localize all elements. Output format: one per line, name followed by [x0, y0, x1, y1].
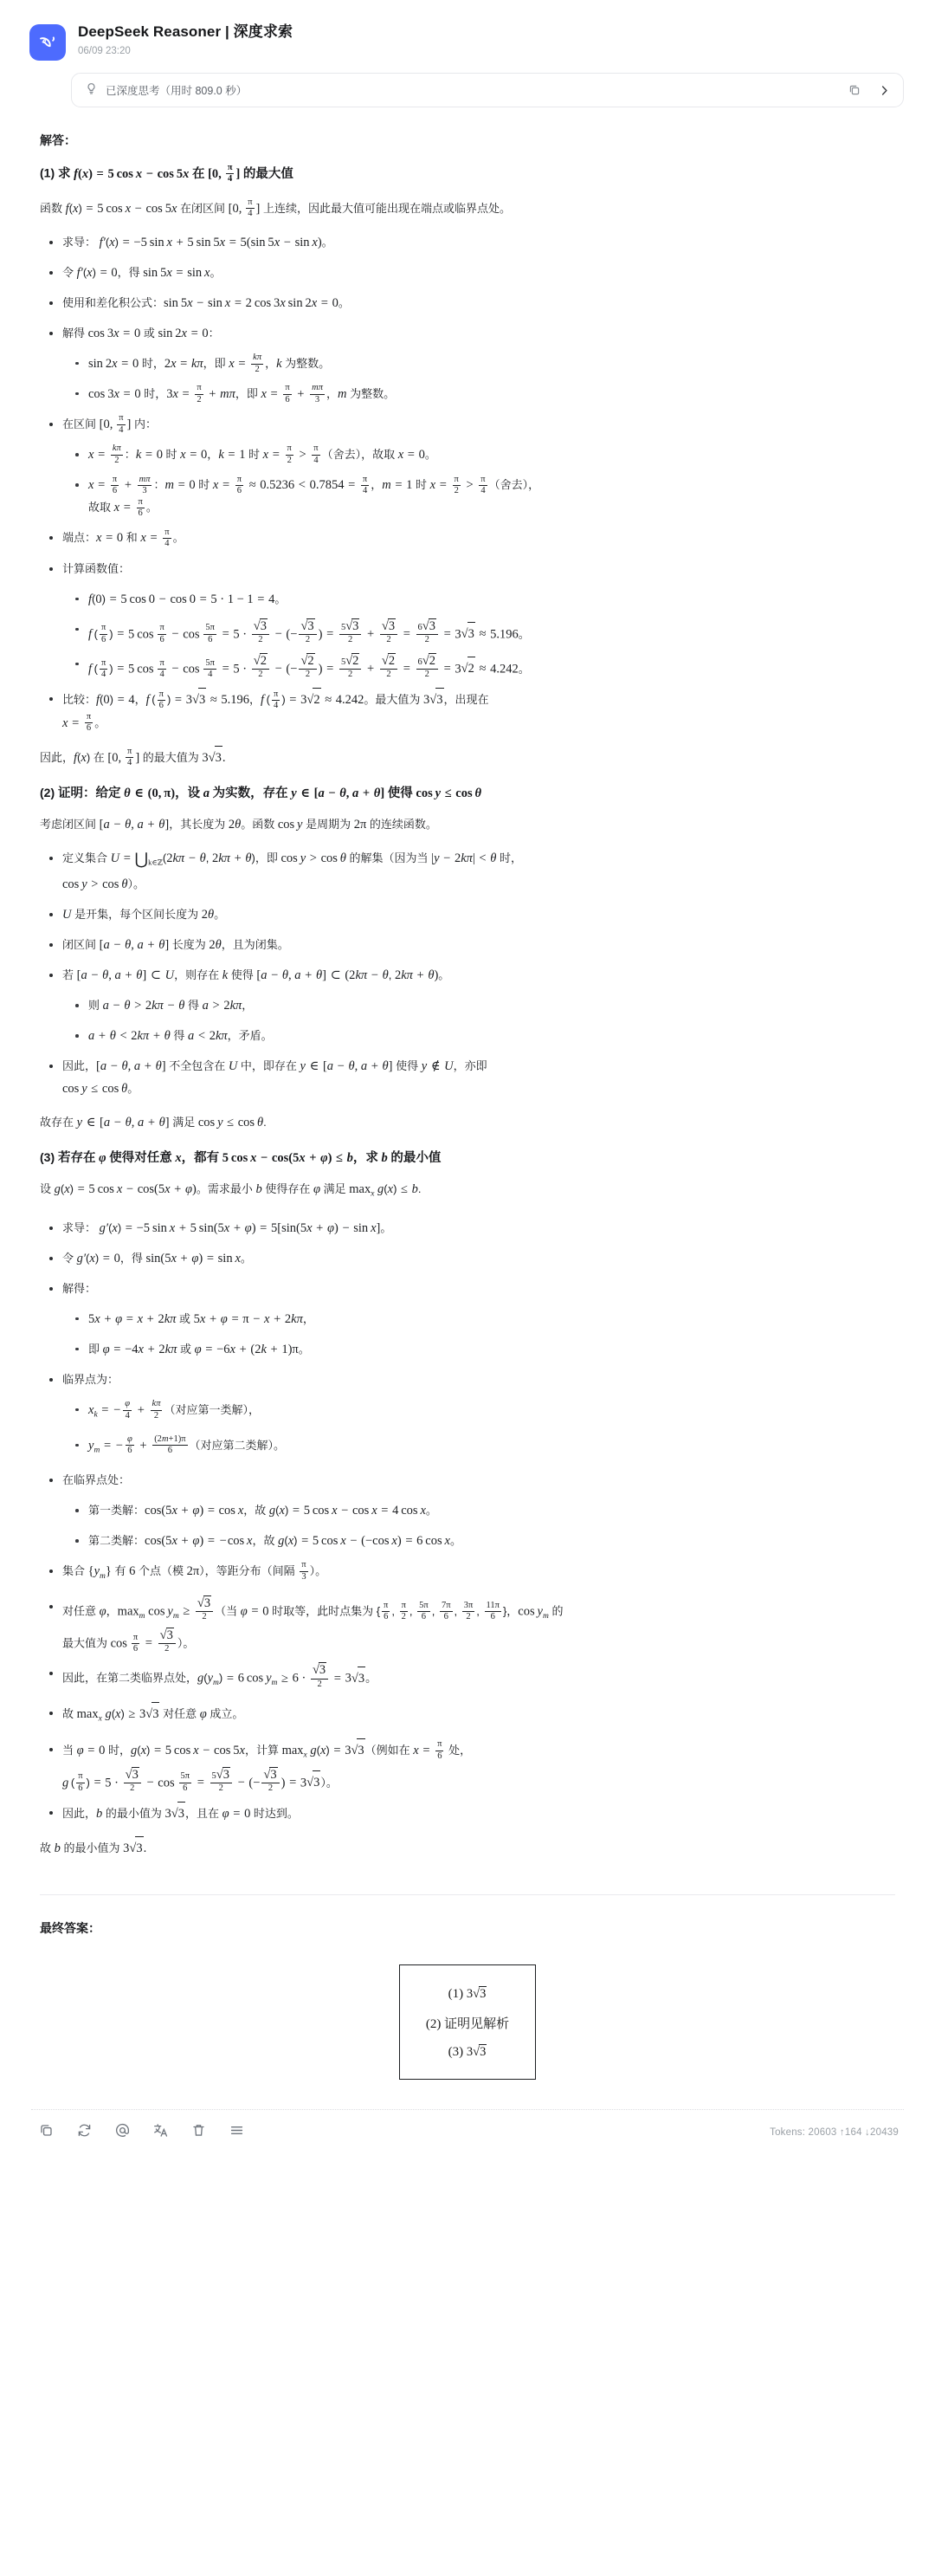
menu-icon[interactable] [229, 2122, 245, 2143]
q1-sub-steps-b [62, 443, 904, 519]
list-item: 若 [a − θ, a + θ] ⊂ U，则存在 k 使得 [a − θ, a + θ] ⊂ (2kπ − θ, 2kπ + θ)。 则 a − θ > 2kπ − θ 得 a > 2kπ， a + θ < 2kπ + θ 得 a < 2kπ，矛盾。 [62, 964, 904, 1047]
list-item: 令 f′(x) = 0，得 sin 5x = sin x。 [62, 262, 904, 284]
list-item: 则 a − θ > 2kπ − θ 得 a > 2kπ， [88, 994, 904, 1017]
q3-steps [40, 1217, 904, 1825]
q2-intro: 考虑闭区间 [a − θ, a + θ]，其长度为 2θ。函数 cos y 是周期为 2π 的连续函数。 [40, 817, 437, 832]
message-header [0, 0, 935, 61]
list-item: 故 $\max_x g(x) \ge 3√3$ 对任意 φ 成立。 [62, 1702, 904, 1731]
token-usage: Tokens: 20603 ↑164 ↓20439 [770, 2127, 899, 2139]
list-item: f ( $\frac{\pi}{6}$ ) = 5 cos $\frac{\pi}{6}$ − cos $\frac{5\pi}{6}$ = 5 · $\frac{√3}{2}$ − (− $\frac{√3}{2}$ ) = $\frac{5√3}{2}$ + $\frac{√3}{2}$ = $\frac{6√3}{2}$ = 3√3 ≈ 5.196。 [88, 618, 904, 645]
list-item: 在临界点处： 第一类解：cos(5x + φ) = cos x，故 g(x) = 5 cos x − cos x = 4 cos x。 第二类解：cos(5x + φ) = −cos x，故 g(x) = 5 cos x − (−cos x) = 6 cos x。 [62, 1469, 904, 1552]
list-item: 解得 cos 3x = 0 或 sin 2x = 0： sin 2x = 0 时，2x = kπ，即 x = $\frac{k\pi}{2}$ ，k 为整数。 cos 3x = 0 时，3x = $\frac{\pi}{2}$ + mπ，即 x = $\frac{\pi}{6}$ + $\frac{m\pi}{3}$ ，m 为整数。 [62, 322, 904, 405]
list-item: x = $\frac{\pi}{6}$ + $\frac{m\pi}{3}$ ：m = 0 时 x = $\frac{\pi}{6}$ ≈ 0.5236 < 0.7854 = $\frac{\pi}{4}$ ，m = 1 时 x = $\frac{\pi}{2}$ > $\frac{\pi}{4}$ （舍去）， 故取 x = $\frac{\pi}{6}$ 。 [88, 474, 904, 519]
list-item: 解得： 5x + φ = x + 2kπ 或 5x + φ = π − x + 2kπ， 即 φ = −4x + 2kπ 或 φ = −6x + (2k + 1)π。 [62, 1278, 904, 1361]
chevron-right-icon[interactable] [878, 84, 891, 97]
list-item: 因此，在第二类临界点处，$g(y_m) = 6$ $\cos y_m \ge 6$ · $\frac{√3}{2}$ = 3√3。 [62, 1662, 904, 1694]
question-3-heading: (3) 若存在 φ 使得对任意 x，都有 5 cos x − cos(5x + φ) ≤ b，求 b 的最小值 [40, 1150, 442, 1166]
list-item: 第一类解：cos(5x + φ) = cos x，故 g(x) = 5 cos x − cos x = 4 cos x。 [88, 1499, 904, 1522]
answer-heading: 解答： [40, 133, 76, 147]
delete-icon[interactable] [190, 2122, 207, 2143]
q3-sub-steps-a [62, 1308, 904, 1361]
copy-icon[interactable] [38, 2122, 55, 2143]
thinking-banner-wrapper [0, 61, 935, 107]
q3-number: (3) [40, 1150, 55, 1165]
message-timestamp: 06/09 23:20 [78, 46, 131, 56]
list-item: sin 2x = 0 时，2x = kπ，即 x = $\frac{k\pi}{2}$ ，k 为整数。 [88, 353, 904, 375]
final-answer-1: (1) 3√3 [448, 1987, 487, 2002]
q3-at-critical [62, 1499, 904, 1552]
list-item: 即 φ = −4x + 2kπ 或 φ = −6x + (2k + 1)π。 [88, 1338, 904, 1361]
list-item: 因此，[a − θ, a + θ] 不全包含在 U 中，即存在 y ∈ [a − θ, a + θ] 使得 y ∉ U，亦即 cos y ≤ cos θ。 [62, 1055, 904, 1100]
thinking-actions [848, 83, 891, 97]
thinking-banner[interactable] [71, 73, 904, 107]
list-item: 因此，b 的最小值为 3√3，且在 φ = 0 时达到。 [62, 1802, 904, 1825]
list-item: 定义集合 $U = ⋃_{k\in ℤ}(2k\pi - \theta$, 2kπ + θ)，即 cos y > cos θ 的解集（因为当 |y − 2kπ| < θ 时， cos y > cos θ）。 [62, 847, 904, 896]
answer-body [0, 107, 935, 1860]
q2-steps [40, 847, 904, 1101]
list-item: f(0) = 5 cos 0 − cos 0 = 5 · 1 − 1 = 4。 [88, 588, 904, 611]
list-item: x = $\frac{k\pi}{2}$ ：k = 0 时 x = 0，k = 1 时 x = $\frac{\pi}{2}$ > $\frac{\pi}{4}$ （舍去），故取 x = 0。 [88, 443, 904, 466]
final-answer-box [399, 1964, 536, 2080]
q2-sub-steps [62, 994, 904, 1047]
copy-icon[interactable] [848, 83, 861, 97]
q3-conclusion: 故 b 的最小值为 3√3. [40, 1836, 904, 1860]
list-item: 端点：x = 0 和 x = $\frac{\pi}{4}$ 。 [62, 527, 904, 549]
list-item: 求导： g′(x) = −5 sin x + 5 sin(5x + φ) = 5[sin(5x + φ) − sin x]。 [62, 1217, 904, 1239]
lightbulb-icon [85, 82, 98, 98]
q1-steps [40, 231, 904, 735]
deepseek-whale-logo-icon [29, 24, 66, 61]
list-item: 集合 $\{y_m\}$ 有 6 个点（模 2π），等距分布（间隔 $\frac{\pi}{3}$ ）。 [62, 1560, 904, 1588]
message-footer [0, 2110, 935, 2159]
mention-icon[interactable] [114, 2122, 131, 2143]
list-item: 求导： f′(x) = −5 sin x + 5 sin 5x = 5(sin 5x − sin x)。 [62, 231, 904, 254]
list-item: a + θ < 2kπ + θ 得 a < 2kπ，矛盾。 [88, 1025, 904, 1047]
q1-sub-steps-a [62, 353, 904, 405]
q2-number: (2) [40, 785, 55, 799]
question-2-heading: (2) 证明：给定 θ ∈ (0, π)，设 a 为实数，存在 y ∈ [a − θ, a + θ] 使得 cos y ≤ cos θ [40, 785, 482, 800]
list-item: 闭区间 [a − θ, a + θ] 长度为 2θ，且为闭集。 [62, 934, 904, 956]
list-item: 对任意 φ，$\max_m \cos y_m$ ≥ $\frac{√3}{2}$ （当 φ = 0 时取等，此时点集为 { $\frac{\pi}{6}$ , $\frac{\pi}{2}$ , $\frac{5\pi}{6}$ , $\frac{7\pi}{6}$ , $\frac{3\pi}{2}$ , $\frac{11\pi}{6}$ }，$\cos y_m$ 的 最大值为 cos $\frac{\pi}{6}$ = $\frac{√3}{2}$ ）。 [62, 1595, 904, 1654]
list-item: $y_m$ = − $\frac{\varphi}{6}$ + $\frac{(2m+1)\pi}{6}$ （对应第二类解）。 [88, 1434, 904, 1462]
footer-action-bar [38, 2122, 245, 2143]
list-item: 临界点为： $x_k$ = − $\frac{\varphi}{4}$ + $\frac{k\pi}{2}$ （对应第一类解）， $y_m$ = − $\frac{\varphi}{6}$ + $\frac{(2m+1)\pi}{6}$ （对应第二类解）。 [62, 1369, 904, 1461]
final-answer-3: (3) 3√3 [448, 2045, 487, 2060]
list-item: 5x + φ = x + 2kπ 或 5x + φ = π − x + 2kπ， [88, 1308, 904, 1330]
list-item: $x_k$ = − $\frac{\varphi}{4}$ + $\frac{k\pi}{2}$ （对应第一类解）， [88, 1399, 904, 1427]
final-answer-heading: 最终答案： [40, 1921, 100, 1936]
list-item: 当 φ = 0 时，g(x) = 5 cos x − cos 5x，计算 $\max_x g(x) = 3√3$（例如在 x = $\frac{\pi}{6}$ 处， g ( $\frac{\pi}{6}$ ) = 5 · $\frac{√3}{2}$ − cos $\frac{5\pi}{6}$ = $\frac{5√3}{2}$ − (− $\frac{√3}{2}$ ) = 3√3）。 [62, 1738, 904, 1794]
q1-conclusion: 因此，f(x) 在 [0, $\frac{\pi}{4}$ ] 的最大值为 3√3. [40, 747, 226, 768]
q1-values [62, 588, 904, 681]
refresh-icon[interactable] [76, 2122, 93, 2143]
list-item: f ( $\frac{\pi}{4}$ ) = 5 cos $\frac{\pi}{4}$ − cos $\frac{5\pi}{4}$ = 5 · $\frac{√2}{2}$ − (− $\frac{√2}{2}$ ) = $\frac{5√2}{2}$ + $\frac{√2}{2}$ = $\frac{6√2}{2}$ = 3√2 ≈ 4.242。 [88, 653, 904, 680]
thinking-label: 已深度思考（用时 809.0 秒） [106, 85, 248, 97]
q3-intro: 设 g(x) = 5 cos x − cos(5x + φ)。需求最小 b 使得存在 φ 满足 $\max_x g(x) \le b$. [40, 1182, 422, 1199]
list-item: 计算函数值： f(0) = 5 cos 0 − cos 0 = 5 · 1 − 1 = 4。 f ( $\frac{\pi}{6}$ ) = 5 cos $\frac{\pi}{6}$ − cos $\frac{5\pi}{6}$ = 5 · $\frac{√3}{2}$ − (− $\frac{√3}{2}$ ) = $\frac{5√3}{2}$ + $\frac{√3}{2}$ = $\frac{6√3}{2}$ = 3√3 ≈ 5.196。 f ( $\frac{\pi}{4}$ ) = 5 cos $\frac{\pi}{4}$ − cos $\frac{5\pi}{4}$ = 5 · $\frac{√2}{2}$ − (− $\frac{√2}{2}$ ) = $\frac{5√2}{2}$ + $\frac{√2}{2}$ = $\frac{6√2}{2}$ = 3√2 ≈ 4.242。 [62, 558, 904, 681]
list-item: 令 g′(x) = 0，得 sin(5x + φ) = sin x。 [62, 1247, 904, 1270]
q3-critical-points [62, 1399, 904, 1461]
q1-intro: 函数 f(x) = 5 cos x − cos 5x 在闭区间 [0, $\frac{\pi}{4}$ ] 上连续，因此最大值可能出现在端点或临界点处。 [40, 197, 512, 219]
list-item: 第二类解：cos(5x + φ) = −cos x，故 g(x) = 5 cos x − (−cos x) = 6 cos x。 [88, 1530, 904, 1552]
translate-icon[interactable] [152, 2122, 169, 2143]
q1-number: (1) [40, 165, 55, 180]
final-answer-2: (2) 证明见解析 [425, 2017, 510, 2032]
page-title: DeepSeek Reasoner | 深度求索 [78, 23, 293, 40]
list-item: 使用和差化积公式：sin 5x − sin x = 2 cos 3x sin 2x = 0。 [62, 292, 904, 314]
list-item: 在区间 [0, $\frac{\pi}{4}$ ] 内： x = $\frac{k\pi}{2}$ ：k = 0 时 x = 0，k = 1 时 x = $\frac{\pi}{2}$ > $\frac{\pi}{4}$ （舍去），故取 x = 0。 x = $\frac{\pi}{6}$ + $\frac{m\pi}{3}$ ：m = 0 时 x = $\frac{\pi}{6}$ ≈ 0.5236 < 0.7854 = $\frac{\pi}{4}$ ，m = 1 时 x = $\frac{\pi}{2}$ > $\frac{\pi}{4}$ （舍去）， 故取 x = $\frac{\pi}{6}$ 。 [62, 413, 904, 519]
question-1-heading: (1) 求 f(x) = 5 cos x − cos 5x 在 [0, $\frac{\pi}{4}$ ] 的最大值 [40, 163, 293, 184]
thinking-label-group [85, 82, 247, 98]
list-item: U 是开集，每个区间长度为 2θ。 [62, 903, 904, 926]
list-item: 比较：f(0) = 4，f ( $\frac{\pi}{6}$ ) = 3√3 ≈ 5.196，f ( $\frac{\pi}{4}$ ) = 3√2 ≈ 4.242。最大值为 3√3，出现在 x = $\frac{\pi}{6}$ 。 [62, 688, 904, 734]
final-answer-wrapper [0, 1937, 935, 2080]
list-item: cos 3x = 0 时，3x = $\frac{\pi}{2}$ + mπ，即 x = $\frac{\pi}{6}$ + $\frac{m\pi}{3}$ ，m 为整数。 [88, 383, 904, 405]
q2-conclusion: 故存在 y ∈ [a − θ, a + θ] 满足 cos y ≤ cos θ. [40, 1116, 267, 1130]
